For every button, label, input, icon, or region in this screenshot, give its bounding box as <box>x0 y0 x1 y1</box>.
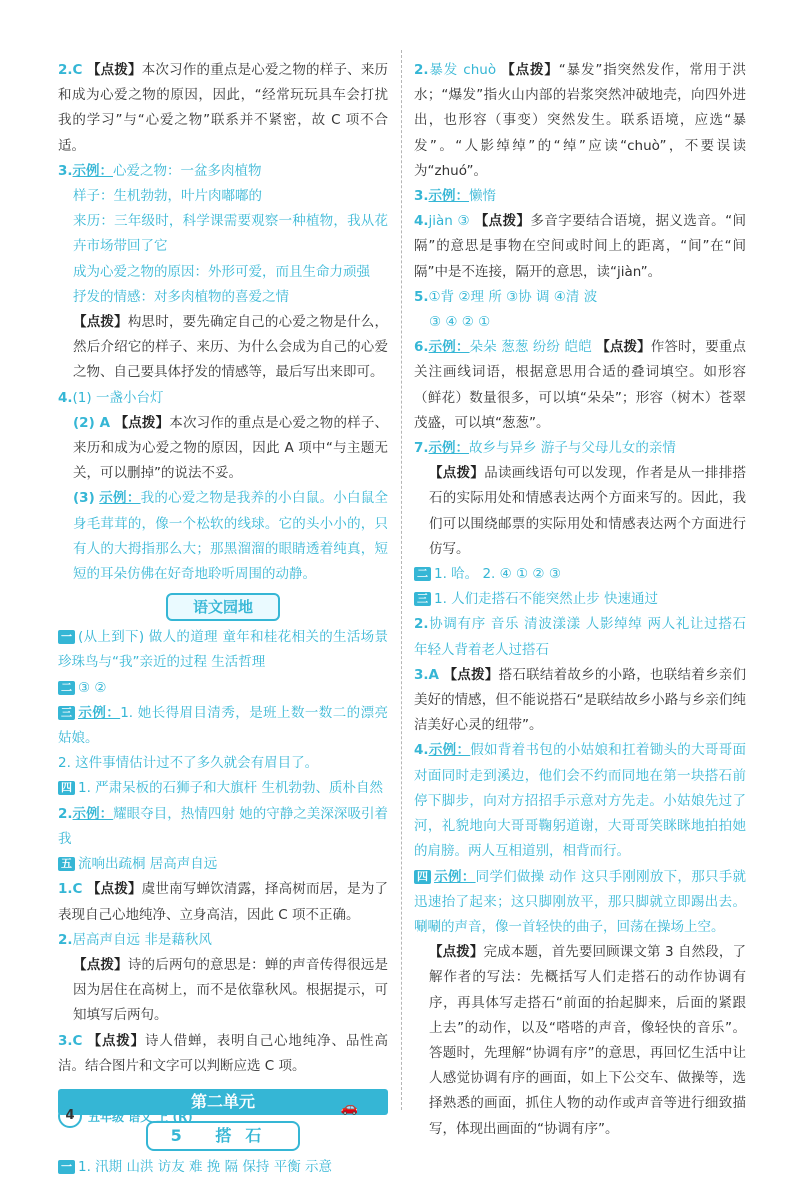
left-q4-3: (3) 示例：我的心爱之物是我养的小白鼠。小白鼠全身毛茸茸的，像一个松软的线球。它的头小小的，只有人的大拇指那么大；那黑溜溜的眼睛透着纯真，短短的耳朵仿佛在好奇地聆听周围的动静。 <box>73 490 389 583</box>
right-s3-q3: 3.A 【点拨】搭石联结着故乡的小路，也联结着乡亲们美好的情感，但不能说搭石“是联结故乡小路与乡亲们纯洁美好心灵的纽带”。 <box>414 666 747 734</box>
page-number: 4 <box>58 1104 82 1128</box>
right-q4: 4.jiàn ③ 【点拨】多音字要结合语境，据义选音。“间隔”的意思是事物在空间或时间上的距离，“间”在“间隔”中是不连接，隔开的意思，读“jiàn”。 <box>414 213 746 280</box>
unit-banner: 第二单元 🚗 <box>58 1089 388 1115</box>
left-q3: 3.示例：心爱之物：一盆多肉植物 <box>58 162 262 179</box>
right-s2: 二 1. 哈。 2. ④ ① ② ③ <box>414 562 746 587</box>
car-icon: 🚗 <box>340 1099 358 1116</box>
garden-item-4: 四 1. 严肃呆板的石狮子和大旗杆 生机勃勃、质朴自然 <box>58 776 388 801</box>
right-q5: 5.①背 ②理 所 ③协 调 ④清 波 <box>414 288 598 305</box>
lesson-item-1: 一 1. 汛期 山洪 访友 难 挽 隔 保持 平衡 示意 <box>58 1155 388 1180</box>
left-q3-line: 抒发的情感：对多肉植物的喜爱之情 <box>73 288 289 305</box>
right-s4: 四 示例：同学们做操 动作 这只手刚刚放下，那只手就迅速抬了起来；这只脚刚放平，那只脚就立即踢出去。唰唰的声音，像一首轻快的曲子，回荡在操场上空。 <box>414 868 746 935</box>
section-title-garden: 语文园地 <box>166 593 280 621</box>
left-q4-2: (2) A 【点拨】本次习作的重点是心爱之物的样子、来历和成为心爱之物的原因，因此 A 项中“与主题无关，可以删掉”的说法不妥。 <box>73 414 389 482</box>
garden-item-5-q2: 2.居高声自远 非是藉秋风 <box>58 931 212 948</box>
lesson-title: 5 搭石 <box>146 1121 300 1151</box>
garden-item-5-q3: 3.C 【点拨】诗人借蝉，表明自己心地纯净、品性高洁。结合图片和文字可以判断应选 C 项。 <box>58 1032 389 1074</box>
book-label: 五年级 语文 上 (R) <box>88 1109 193 1124</box>
garden-item-2: 二 ③ ② <box>58 676 388 701</box>
garden-item-3-2: 2. 这件事情估计过不了多久就会有眉目了。 <box>58 755 319 772</box>
right-q7: 7.示例：故乡与异乡 游子与父母儿女的亲情 <box>414 440 676 457</box>
right-q7-tip: 【点拨】品读画线语句可以发现，作者是从一排排搭石的实际用处和情感表达两个方面来写的。因此，我们可以围绕邮票的实际用处和情感表达两个方面进行仿写。 <box>429 465 747 557</box>
right-s3-q2: 2.协调有序 音乐 清波漾漾 人影绰绰 两人礼让过搭石 年轻人背着老人过搭石 <box>414 616 746 658</box>
garden-item-3: 三 示例：1. 她长得眉目清秀，是班上数一数二的漂亮姑娘。 <box>58 704 389 747</box>
left-q2: 2.C 【点拨】本次习作的重点是心爱之物的样子、来历和成为心爱之物的原因，因此，“经常玩玩具车会打扰我的学习”与“心爱之物”联系并不紧密，故 C 项不合适。 <box>58 62 389 154</box>
right-s3: 三 1. 人们走搭石不能突然止步 快速通过 <box>414 587 746 612</box>
right-q3: 3.示例：懒惰 <box>414 188 497 205</box>
right-s3-q4: 4.示例：假如背着书包的小姑娘和扛着锄头的大哥哥面对面同时走到溪边，他们会不约而同地在第一块搭石前停下脚步，向对方招招手示意对方先走。小姑娘先过了河，礼貌地向大哥哥鞠躬道谢，大哥哥笑眯眯地拍拍她的肩膀。两人互相道别，相背而行。 <box>414 742 747 860</box>
garden-item-5-q2-tip: 【点拨】诗的后两句的意思是：蝉的声音传得很远是因为居住在高树上，而不是依靠秋风。根据提示，可知填写后两句。 <box>73 956 389 1024</box>
garden-item-4-2: 2.示例：耀眼夺目，热情四射 她的守静之美深深吸引着我 <box>58 805 389 847</box>
left-column <box>58 58 388 1180</box>
right-s4-tip: 【点拨】完成本题，首先要回顾课文第 3 自然段，了解作者的写法：先概括写人们走搭石的动作协调有序，再具体写走搭石“前面的抬起脚来，后面的紧跟上去”的动作，以及“嗒嗒的声音，像轻快的音乐”。答题时，先理解“协调有序”的意思，再回忆生活中让人感觉协调有序的画面，如上下公交车、做操等，选择熟悉的画面，抓住人物的动作或声音等进行细致描写，体现出画面的“协调有序”。 <box>429 944 747 1137</box>
left-q3-line: 来历：三年级时，科学课需要观察一种植物，我从花卉市场带回了它 <box>73 213 388 255</box>
garden-item-1: 一 (从上到下) 做人的道理 童年和桂花相关的生活场景 珍珠鸟与“我”亲近的过程 生活哲理 <box>58 629 388 671</box>
right-q5-line2: ③ ④ ② ① <box>429 314 491 331</box>
left-q3-tip: 【点拨】构思时，要先确定自己的心爱之物是什么，然后介绍它的样子、来历、为什么会成为自己的心爱之物、自己要具体抒发的情感等，最后写出来即可。 <box>73 314 389 381</box>
left-q3-line: 样子：生机勃勃，叶片肉嘟嘟的 <box>73 188 262 205</box>
right-q6: 6.示例：朵朵 葱葱 纷纷 皑皑 【点拨】作答时，要重点关注画线词语，根据意思用合适的叠词填空。如形容（鲜花）数量很多，可以填“朵朵”；形容（树木）苍翠茂盛，可以填“葱葱”。 <box>414 339 747 431</box>
garden-item-5: 五 流响出疏桐 居高声自远 <box>58 852 388 877</box>
garden-item-5-q1: 1.C 【点拨】虞世南写蝉饮清露，择高树而居，是为了表现自己心地纯净、立身高洁，因此 C 项不正确。 <box>58 881 389 923</box>
page-footer <box>58 1104 193 1128</box>
column-divider <box>401 50 402 1110</box>
right-q2: 2.暴发 chuò 【点拨】“暴发”指突然发作，常用于洪水；“爆发”指火山内部的岩浆突然冲破地壳，向四外进出，也形容（事变）突然发生。联系语境，应选“暴发”。“人影绰绰”的“绰”应读“chuò”，不要误读为“zhuó”。 <box>414 62 746 179</box>
left-q3-line: 成为心爱之物的原因：外形可爱，而且生命力顽强 <box>73 263 370 280</box>
right-column <box>414 58 746 1142</box>
left-q4-1: 4.(1) 一盏小台灯 <box>58 389 164 406</box>
